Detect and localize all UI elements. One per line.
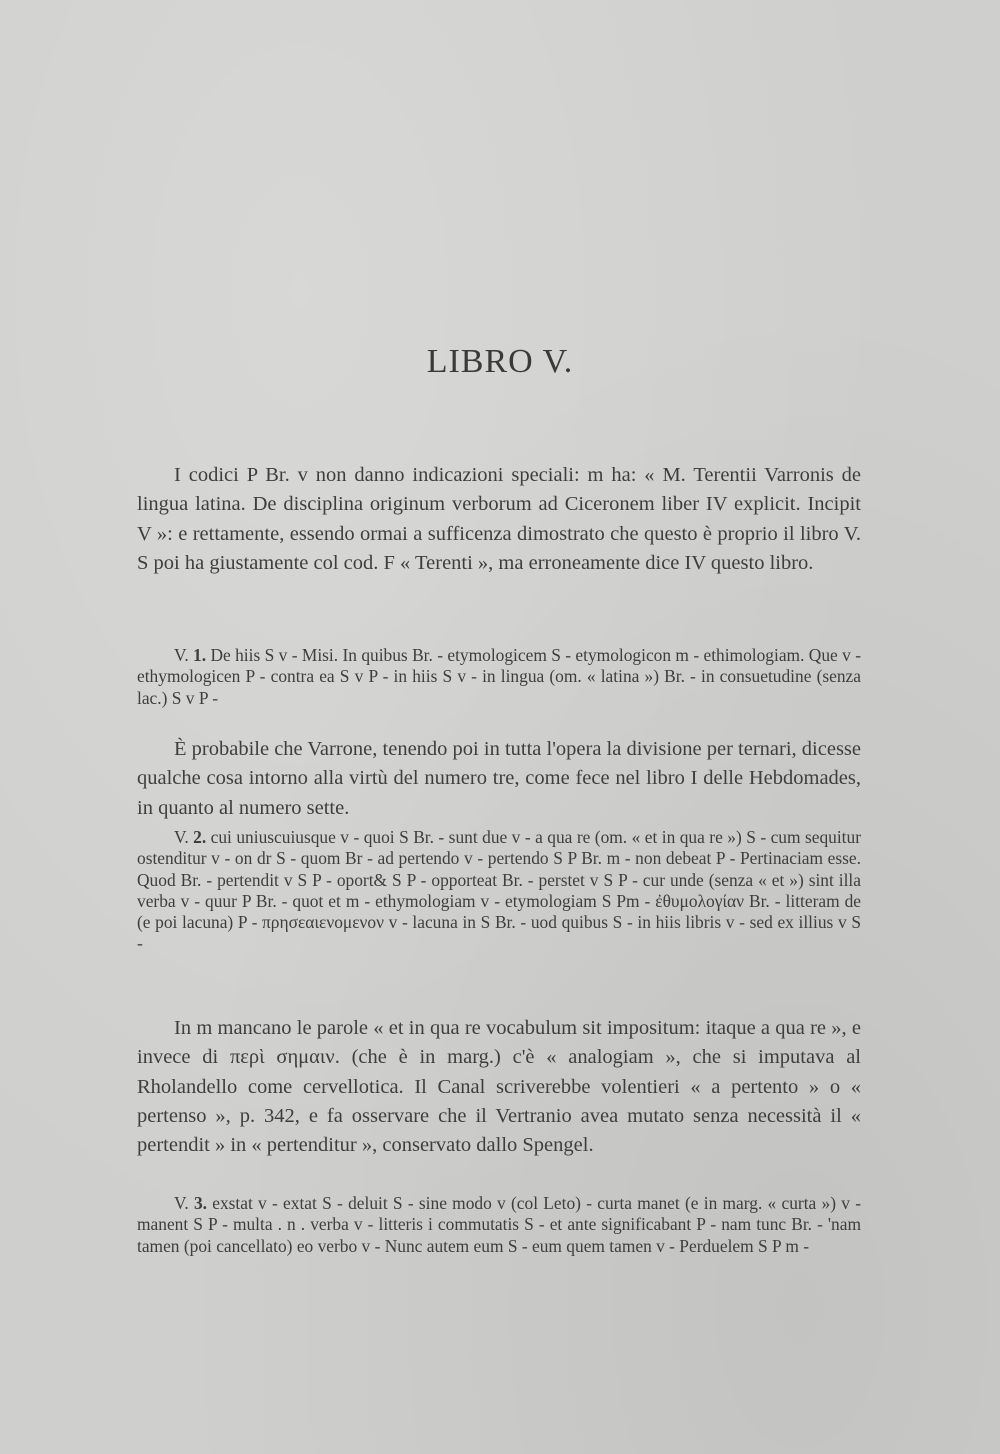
note-v1-body: De hiis S v - Misi. In quibus Br. - etymologicem S - etymologicon m - ethimologiam. Que v - ethymologicen P - contra ea S v P - in hiis S v - in lingua (om. « latina ») Br. - in consuetudine (senza lac.) S v P - bbox=[137, 645, 861, 708]
commentary-1 bbox=[137, 735, 861, 823]
commentary-2-text: In m mancano le parole « et in qua re vocabulum sit impositum: itaque a qua re », e invece di περὶ σημαιν. (che è in marg.) c'è « analogiam », che si imputava al Rholandello come cervellotica. Il Canal scriverebbe volentieri « a pertento » o « pertenso », p. 342, e fa osservare che il Vertranio avea mutato senza necessità il « pertendit » in « pertenditur », conservato dallo Spengel. bbox=[137, 1017, 861, 1157]
note-v1-number: 1. bbox=[193, 645, 207, 665]
commentary-2 bbox=[137, 1014, 861, 1160]
note-v3 bbox=[137, 1193, 861, 1257]
note-v2 bbox=[137, 827, 861, 955]
note-v3-body: exstat v - extat S - deluit S - sine modo v (col Leto) - curta manet (e in marg. « curta ») v - manent S P - multa . n . verba v - litteris i commutatis S - et ante significabant P - nam tunc Br. - 'nam tamen (poi cancellato) eo verbo v - Nunc autem eum S - eum quem tamen v - Perduelem S P m - bbox=[137, 1193, 861, 1256]
note-v2-body: cui uniuscuiusque v - quoi S Br. - sunt due v - a qua re (om. « et in qua re ») S - cum sequitur ostenditur v - on dr S - quom Br - ad pertendo v - pertendo S P Br. m - non debeat P - Pertinaciam esse. Quod Br. - pertendit v S P - oport& S P - opporteat Br. - perstet v S P - cur unde (senza « et ») sint illa verba v - quur P Br. - quot et m - ethymologiam v - etymologiam S Pm - ἐθυμολογίαν Br. - litteram de (e poi lacuna) P - πρησεαιενομενον v - lacuna in S Br. - uod quibus S - in hiis libris v - sed ex illius v S - bbox=[137, 827, 862, 954]
commentary-1-text: È probabile che Varrone, tenendo poi in tutta l'opera la divisione per ternari, dicesse qualche cosa intorno alla virtù del numero tre, come fece nel libro I delle Hebdomades, in quanto al numero sette. bbox=[137, 738, 861, 819]
chapter-title: LIBRO V. bbox=[426, 343, 574, 380]
note-v3-number: 3. bbox=[193, 1193, 207, 1213]
note-v1-text bbox=[137, 645, 861, 709]
note-v2-text bbox=[137, 827, 861, 955]
note-v1 bbox=[137, 645, 861, 709]
note-v3-label: V. bbox=[174, 1193, 189, 1213]
intro-text: I codici P Br. v non danno indicazioni speciali: m ha: « M. Terentii Varronis de lingua latina. De disciplina originum verborum ad Ciceronem liber IV explicit. Incipit V »: e rettamente, essendo ormai a sufficenza dimostrato che questo è proprio il libro V. S poi ha giustamente col cod. F « Terenti », ma erroneamente dice IV questo libro. bbox=[137, 464, 861, 574]
note-v3-text bbox=[137, 1193, 861, 1257]
note-v2-number: 2. bbox=[193, 827, 207, 847]
note-v1-label: V. bbox=[174, 645, 189, 665]
note-v2-label: V. bbox=[174, 827, 189, 847]
intro-paragraph bbox=[137, 461, 861, 578]
